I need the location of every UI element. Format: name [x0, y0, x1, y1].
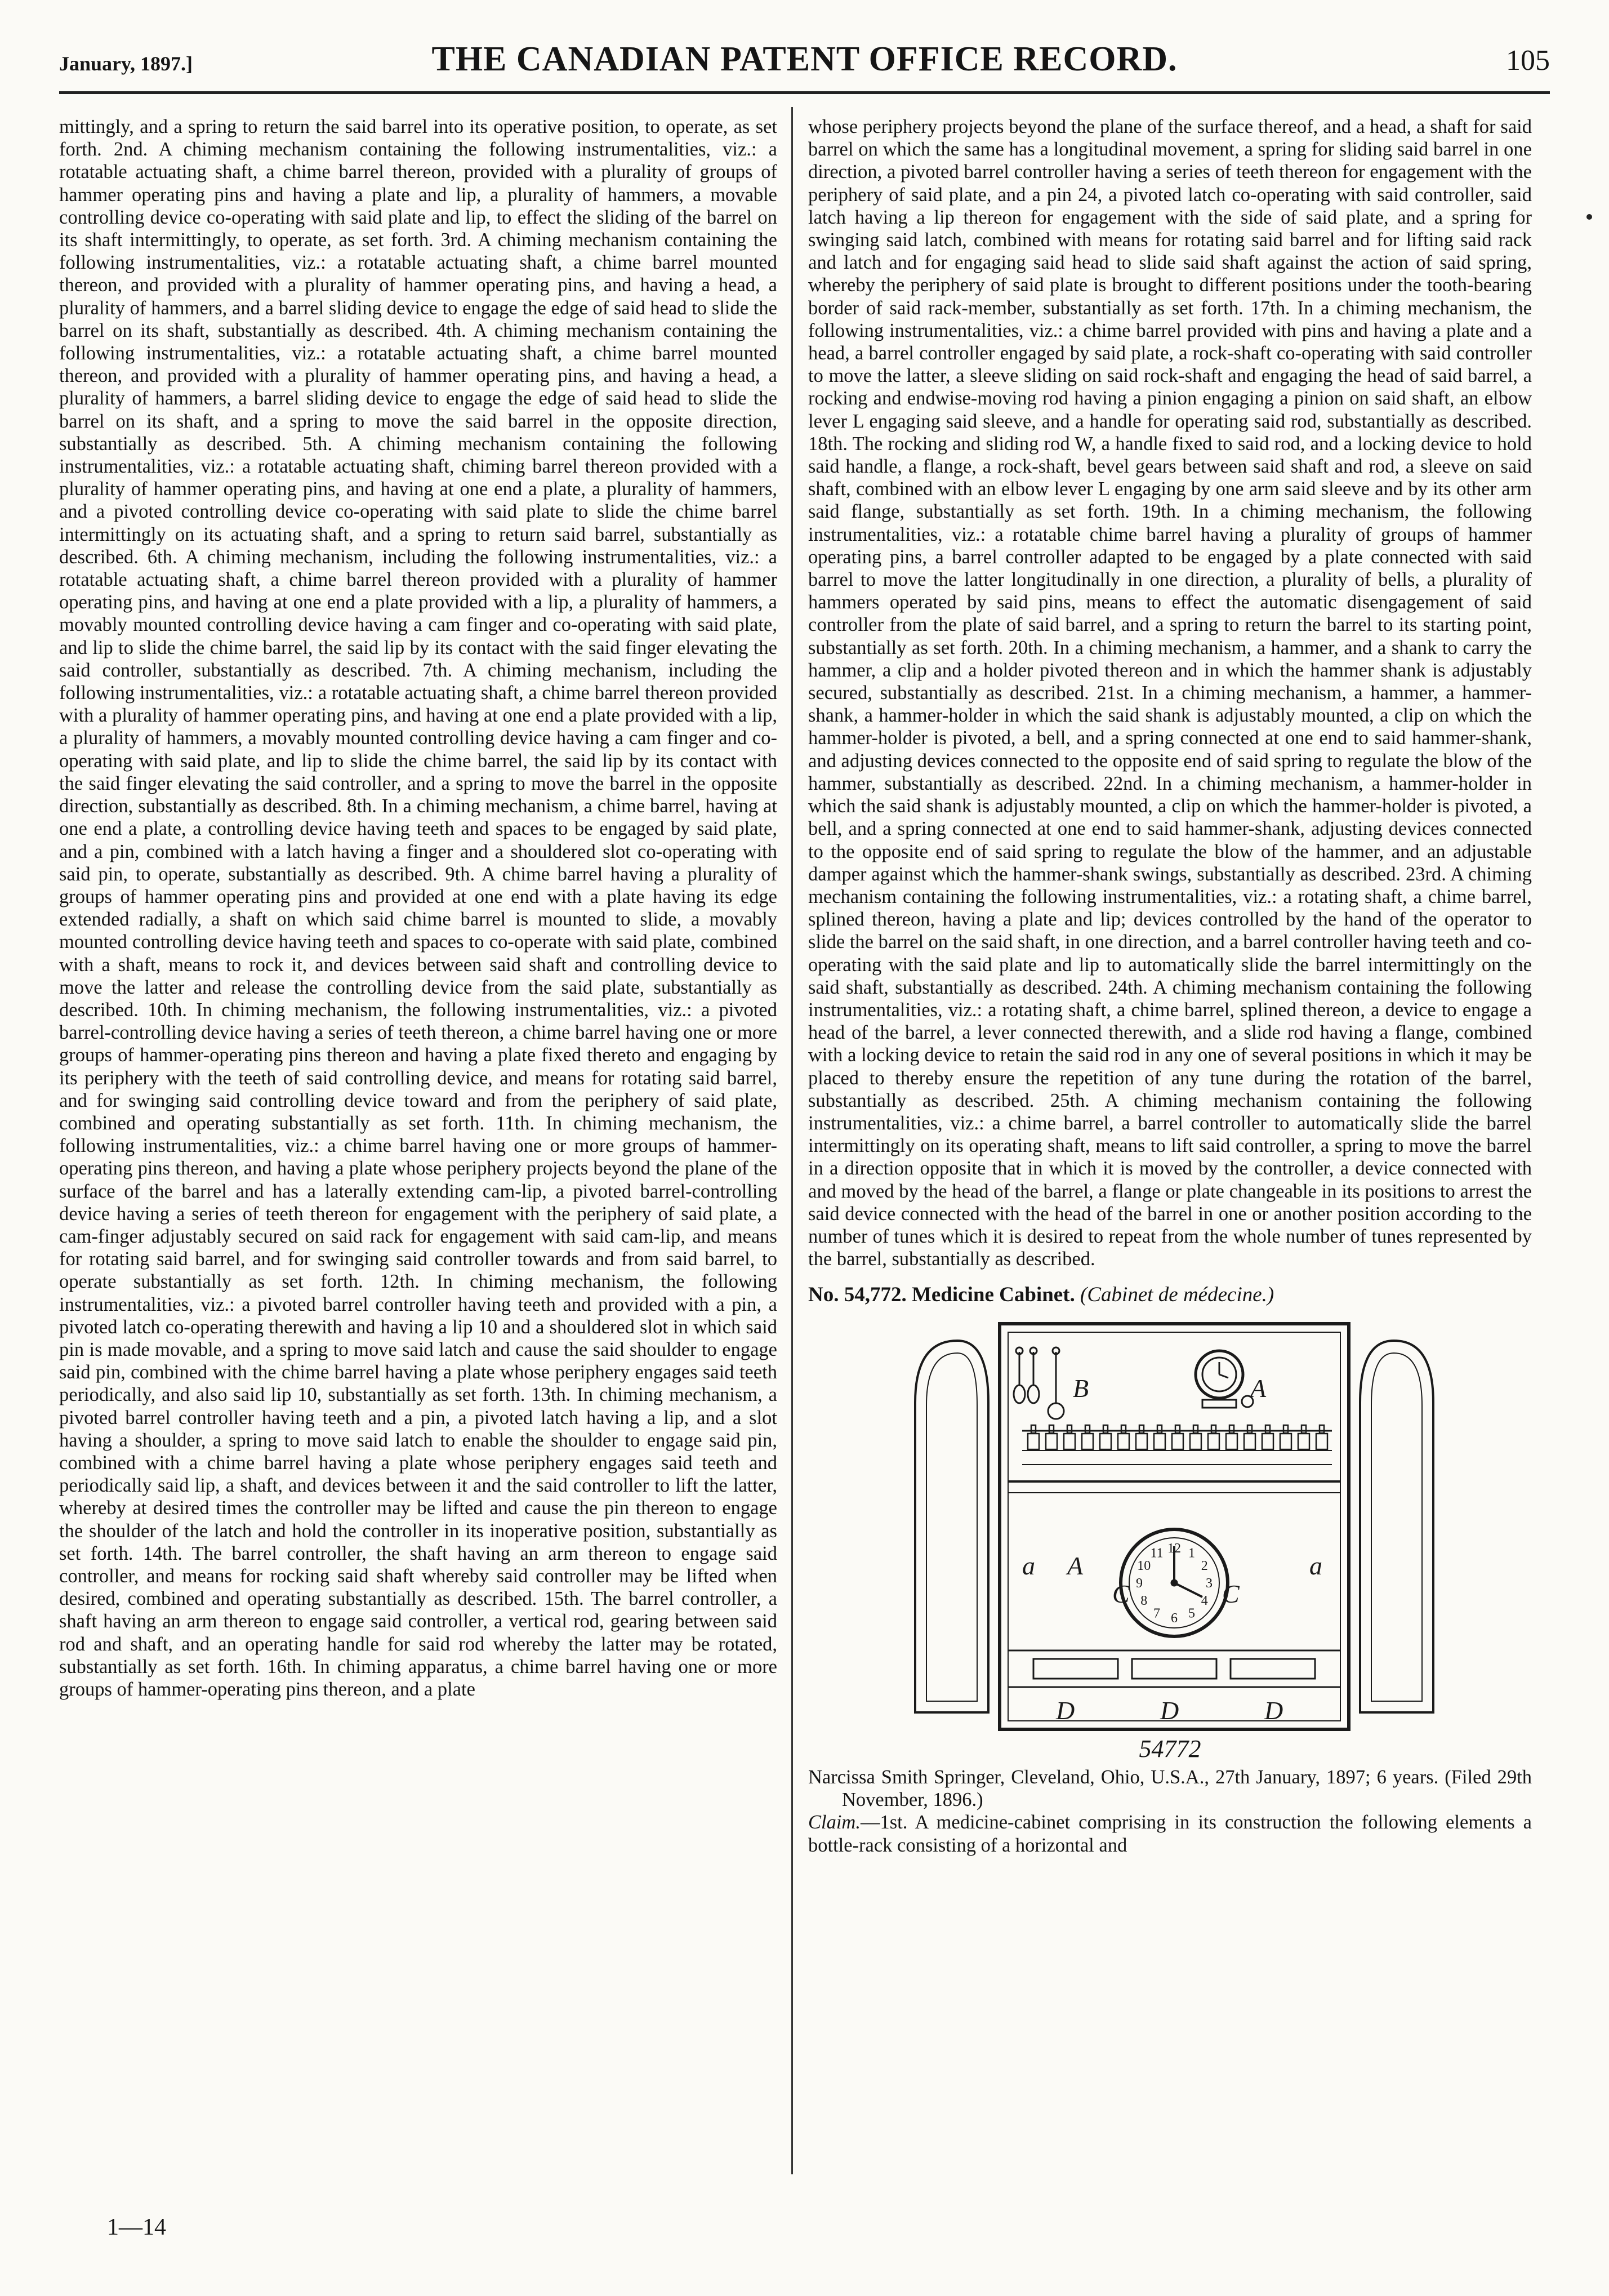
right-column-text: whose periphery projects beyond the plane of the surface thereof, and a head, a shaft for said barrel on which the same has a longitudinal movement, a spring for sliding said barrel in one direction, a pivoted barrel controller having a series of teeth thereon for engagement with the periphery of said plate, and a pin 24, a pivoted latch co-operating with said controller, said latch having a lip thereon for engagement with the side of said plate, and a spring for swinging said latch, combined with means for rotating said barrel and for lifting said rack and latch and for engaging said head to slide said shaft against the action of said spring, whereby the periphery of said plate is brought to different positions under the tooth-bearing border of said rack-member, substantially as set forth. 17th. In a chiming mechanism, the following instrumentalities, viz.: a chime barrel provided with pins and having a plate and a head, a barrel controller engaged by said plate, a rock-shaft co-operating with said controller to move the latter, a sleeve sliding on said rock-shaft and engaging the head of said barrel, a rocking and endwise-moving rod having a pinion engaging a pinion on said shaft, an elbow lever L engaging said sleeve, and a handle for operating said rod, substantially as described. 18th. The rocking and sliding rod W, a handle fixed to said rod, and a locking device to hold said handle, a flange, a rock-shaft, bevel gears between said shaft and rod, a sleeve on said shaft, combined with an elbow lever L engaging by one arm said sleeve and by its other arm said flange, substantially as set forth. 19th. In a chiming mechanism, the following instrumentalities, viz.: a rotatable chime barrel having a plurality of groups of hammer operating pins, a barrel controller adapted to be engaged by a plate connected with said barrel to move the latter longitudinally in one direction, a plurality of bells, a plurality of hammers operated by said pins, means to effect the automatic disengagement of said controller from the plate of said barrel, and a spring to return the barrel to its starting point, substantially as set forth. 20th. In a chiming mechanism, a hammer, and a shank to carry the hammer, a clip and a holder pivoted thereon and in which the hammer shank is adjustably secured, substantially as described. 21st. In a chiming mechanism, a hammer, a hammer-shank, a hammer-holder in which the said shank is adjustably mounted, a clip on which the hammer-holder is pivoted, a bell, and a spring connected at one end to said hammer-shank, and adjusting devices connected to the opposite end of said spring to regulate the blow of the hammer, substantially as described. 22nd. In a chiming mechanism, a hammer-holder in which the said shank is adjustably mounted, a clip on which the hammer-holder is pivoted, a bell, and a spring connected at one end to said hammer-shank, adjusting devices connected to the opposite end of said spring to regulate the blow of the hammer, and an adjustable damper against which the hammer-shank swings, substantially as described. 23rd. A chiming mechanism containing the following instrumentalities, viz.: a rotating shaft, a chime barrel, splined thereon, having a plate and lip; devices controlled by the hand of the operator to slide the barrel on the said shaft, in one direction, and a barrel controller having teeth and co-operating with the said plate and lip to automatically slide the barrel intermittingly on the said shaft, substantially as described. 24th. A chiming mechanism containing the following instrumentalities, viz.: a rotating shaft, a chime barrel, splined thereon, a device to engage a head of the barrel, a lever connected therewith, and a slide rod having a flange, combined with a locking device to retain the said rod in any one of several positions in which it may be placed to thereby ensure the repetition of any tune during the rotation of the barrel, substantially as described. 25th. A chiming mechanism containing the following instrumentalities, viz.: a chime barrel, a barrel controller to automatically slide the barrel intermittingly on its operating shaft, means to lift said controller, a spring to move the barrel in a direction opposite that in which it is moved by the controller, a device connected with and moved by the head of the barrel, a flange or plate changeable in its positions to arrest the said device connected with the head of the barrel in one or another position according to the number of tunes which it is desired to repeat from the whole number of tunes represented by the barrel, substantially as described. [808, 116, 1532, 1270]
column-divider [791, 107, 793, 2174]
label-D-1: D [1056, 1696, 1075, 1725]
label-A-top: A [1250, 1373, 1267, 1403]
label-C-left: C [1112, 1579, 1130, 1608]
bottle [1172, 1434, 1183, 1449]
bottle [1244, 1434, 1255, 1449]
bottle [1316, 1434, 1327, 1449]
clock-numeral: 1 [1188, 1545, 1195, 1560]
left-column-text: mittingly, and a spring to return the said barrel into its operative position, to operate, as set forth. 2nd. A chiming mechanism containing the following instrumentalities, viz.: a rotatable actuating shaft, a chime barrel thereon, provided with a plurality of groups of hammer operating pins and having a plate and lip, a plurality of hammers, a movable controlling device co-operating with said plate and lip, to effect the sliding of the barrel on its shaft intermittingly, to operate, as set forth. 3rd. A chiming mechanism containing the following instrumentalities, viz.: a rotatable actuating shaft, a chime barrel mounted thereon, and provided with a plurality of hammer operating pins, and having a head, a plurality of hammers, and a barrel sliding device to engage the edge of said head to slide the barrel on its shaft, substantially as described. 4th. A chiming mechanism containing the following instrumentalities, viz.: a rotatable actuating shaft, a chime barrel mounted thereon, and provided with a plurality of hammer operating pins, and having a head, a plurality of hammers, a barrel sliding device to engage the edge of said head to slide the barrel on its shaft, and a spring to move the said barrel in the opposite direction, substantially as described. 5th. A chiming mechanism containing the following instrumentalities, viz.: a rotatable actuating shaft, chiming barrel thereon provided with a plurality of hammer operating pins, and having at one end a plate, a plurality of hammers, and a pivoted controlling device co-operating with said plate to slide the chime barrel intermittingly on its actuating shaft, and a spring to return said barrel, substantially as described. 6th. A chiming mechanism, including the following instrumentalities, viz.: a rotatable actuating shaft, a chime barrel thereon provided with a plurality of hammer operating pins, and having at one end a plate provided with a lip, a plurality of hammers, a movably mounted controlling device having a cam finger and co-operating with said plate, and lip to slide the chime barrel, the said lip by its contact with the said finger elevating the said controller, substantially as described. 7th. A chiming mechanism, including the following instrumentalities, viz.: a rotatable actuating shaft, a chime barrel thereon provided with a plurality of hammer operating pins, and having at one end a plate provided with a lip, a plurality of hammers, a movably mounted controlling device having a cam finger and co-operating with said plate, and lip to slide the chime barrel, the said lip by its contact with the said finger elevating the said controller, and a spring to move the barrel in the opposite direction, substantially as described. 8th. In a chiming mechanism, a chime barrel, having at one end a plate, a controlling device having teeth and spaces to be engaged by said plate, and a pin, combined with a latch having a finger and a shouldered slot co-operating with said pin, to operate, substantially as described. 9th. A chime barrel having a plurality of groups of hammer operating pins and provided at one end with a plate having its edge extended radially, a shaft on which said chime barrel is mounted to slide, a movably mounted controlling device having teeth and spaces to co-operate with said plate, combined with a shaft, means to rock it, and devices between said shaft and controlling device to move the latter and release the controlling device from the said plate, substantially as described. 10th. In chiming mechanism, the following instrumentalities, viz.: a pivoted barrel-controlling device having a series of teeth thereon, a chime barrel having one or more groups of hammer-operating pins thereon and having a plate fixed thereto and engaging by its periphery with the teeth of said controlling device, and means for rotating said barrel, and for swinging said controlling device toward and from the periphery of said plate, combined and operating substantially as set forth. 11th. In chiming mechanism, the following instrumentalities, viz.: a chime barrel having one or more groups of hammer-operating pins thereon, and having a plate whose periphery projects beyond the plane of the surface of the barrel and has a laterally extending cam-lip, a pivoted barrel-controlling device having a series of teeth thereon for engagement with the periphery of said plate, a cam-finger adjustably secured on said rack for engagement with said cam-lip, and means for rotating said barrel, and for swinging said controller towards and from said barrel, to operate substantially as set forth. 12th. In chiming mechanism, the following instrumentalities, viz.: a pivoted barrel controller having teeth and provided with a pin, a pivoted latch co-operating therewith and having a lip 10 and a shouldered slot in which said pin is made movable, and a spring to move said latch and cause the said shoulder to engage said pin, combined with the chime barrel having a plate whose periphery engages said teeth periodically, and also said lip 10, substantially as set forth. 13th. In chiming mechanism, a pivoted barrel controller having teeth and a pin, a pivoted latch having a lip, and a slot having a shoulder, a spring to move said latch to enable the shoulder to engage said pin, combined with a chime barrel having a plate whose periphery engages said teeth and periodically said lip, a shaft, and devices between it and the said controller to lift the latter, whereby at desired times the controller may be lifted and cause the pin thereon to engage the shoulder of the latch and hold the controller in its inoperative position, substantially as set forth. 14th. The barrel controller, the shaft having an arm thereon to engage said controller, and means for rocking said shaft whereby said controller may be lifted when desired, combined and operating substantially as described. 15th. The barrel controller, a shaft having an arm thereon to engage said controller, a vertical rod, gearing between said rod and shaft, and an operating handle for said rod whereby the latter may be rotated, substantially as set forth. 16th. In chiming apparatus, a chime barrel having one or more groups of hammer-operating pins thereon, and a plate [59, 116, 777, 1701]
bottle-neck [1320, 1425, 1324, 1433]
bottle [1298, 1434, 1309, 1449]
label-a-left: a [1022, 1551, 1035, 1580]
label-a-right: a [1309, 1551, 1322, 1580]
label-B: B [1073, 1373, 1089, 1403]
bottle [1028, 1434, 1039, 1449]
bottle-neck [1175, 1425, 1180, 1433]
bottle-neck [1193, 1425, 1198, 1433]
medicine-cabinet-figure [904, 1318, 1445, 1735]
bottle [1064, 1434, 1075, 1449]
bottle-neck [1211, 1425, 1216, 1433]
label-C-right: C [1222, 1579, 1240, 1608]
header-date: January, 1897.] [59, 52, 193, 75]
bottle [1046, 1434, 1057, 1449]
clock-numeral: 4 [1201, 1593, 1208, 1608]
bottle-neck [1103, 1425, 1108, 1433]
label-D-2: D [1160, 1696, 1179, 1725]
bottle-neck [1229, 1425, 1234, 1433]
drawers [1008, 1650, 1340, 1687]
clock-numeral: 10 [1137, 1558, 1151, 1573]
bottle-neck [1247, 1425, 1252, 1433]
cabinet-body [1000, 1324, 1349, 1729]
bottle-neck [1265, 1425, 1270, 1433]
bottle-neck [1067, 1425, 1072, 1433]
label-D-3: D [1264, 1696, 1283, 1725]
clock-numeral: 8 [1140, 1593, 1148, 1608]
bottle [1154, 1434, 1165, 1449]
clock-numeral: 2 [1201, 1558, 1208, 1573]
clock-numeral: 9 [1136, 1576, 1143, 1591]
patent-heading [808, 1284, 1532, 1306]
figure-number: 54772 [1139, 1734, 1201, 1763]
bottle [1136, 1434, 1147, 1449]
label-A-mid: A [1067, 1551, 1084, 1580]
bottle [1100, 1434, 1111, 1449]
right-column [808, 115, 1532, 2250]
claim-text: —1st. A medicine-cabinet comprising in its construction the following elements a bottle-rack consisting of a horizontal and [808, 1812, 1532, 1856]
patent-title: Medicine Cabinet. [911, 1283, 1075, 1307]
bottle [1190, 1434, 1201, 1449]
bottle [1118, 1434, 1129, 1449]
patent-title-french: (Cabinet de médecine.) [1080, 1283, 1274, 1307]
margin-dot [1586, 214, 1592, 220]
inventor-info: Narcissa Smith Springer, Cleveland, Ohio, U.S.A., 27th January, 1897; 6 years. (Filed 29th November, 1896.) [808, 1766, 1532, 1811]
clock-numeral: 6 [1171, 1610, 1178, 1626]
bottle-neck [1157, 1425, 1162, 1433]
bottle-neck [1139, 1425, 1144, 1433]
bottle [1226, 1434, 1237, 1449]
bottle-neck [1085, 1425, 1090, 1433]
bottle [1262, 1434, 1273, 1449]
hanging-tools [1014, 1347, 1064, 1419]
patent-number: No. 54,772. [808, 1283, 907, 1307]
left-column [59, 115, 777, 2250]
clock-numeral: 7 [1153, 1606, 1160, 1621]
bottle [1280, 1434, 1291, 1449]
page-number: 105 [1506, 45, 1550, 77]
claim-label: Claim. [808, 1812, 861, 1834]
bottle [1082, 1434, 1093, 1449]
clock-numeral: 11 [1150, 1545, 1164, 1560]
bottle-neck [1049, 1425, 1054, 1433]
clock-numeral: 12 [1167, 1541, 1181, 1556]
clock-numeral: 3 [1206, 1576, 1213, 1591]
journal-title: THE CANADIAN PATENT OFFICE RECORD. [431, 40, 1178, 78]
bottle-neck [1302, 1425, 1306, 1433]
bottle [1208, 1434, 1219, 1449]
signature-mark: 1—14 [107, 2214, 166, 2240]
claim-paragraph [808, 1811, 1532, 1856]
page-header [59, 39, 1550, 84]
bottle-neck [1121, 1425, 1126, 1433]
bottle-neck [1031, 1425, 1036, 1433]
top-clock [1196, 1351, 1253, 1408]
clock-numeral: 5 [1188, 1606, 1195, 1621]
header-rule [59, 91, 1550, 94]
bottle-neck [1283, 1425, 1288, 1433]
